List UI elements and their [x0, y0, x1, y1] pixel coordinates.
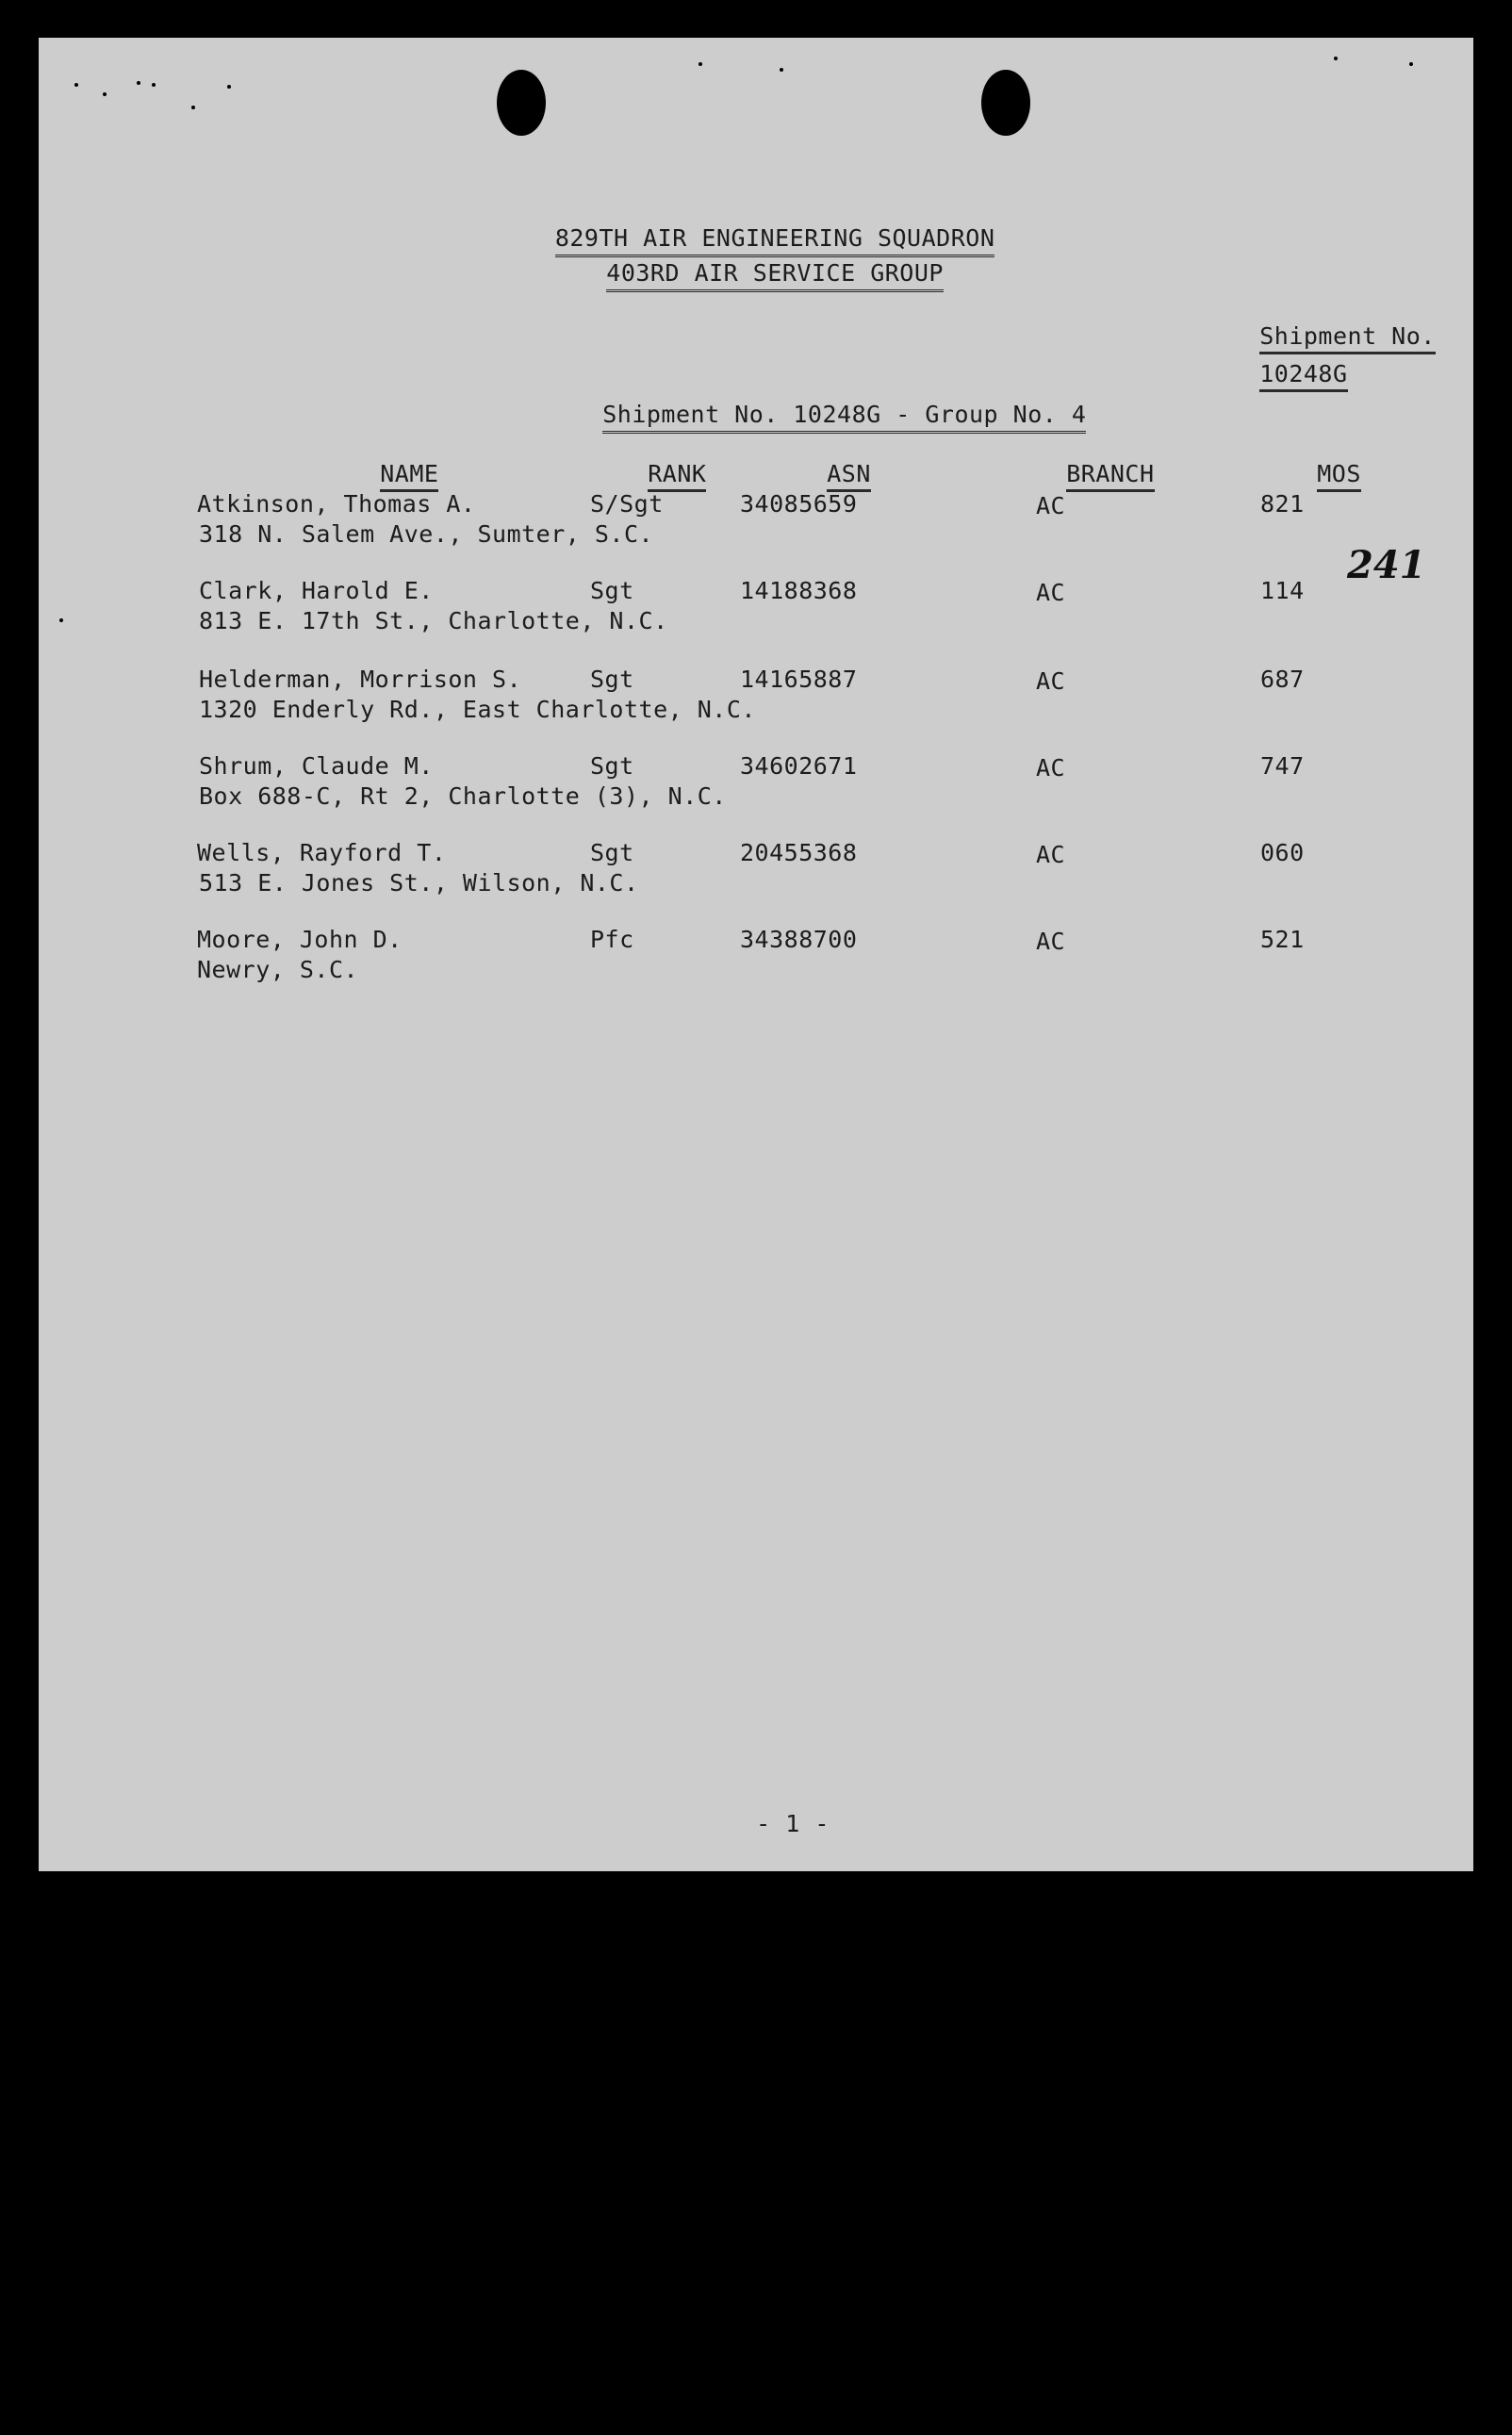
row-asn: 34085659 [740, 490, 858, 518]
row-branch: AC [1036, 492, 1066, 519]
row-address: Newry, S.C. [197, 956, 359, 983]
row-rank: Sgt [590, 839, 634, 866]
row-asn: 20455368 [740, 839, 858, 866]
document-page [39, 38, 1473, 1871]
row-mos: 747 [1260, 752, 1305, 780]
speck [137, 81, 140, 85]
row-asn: 14165887 [740, 666, 858, 693]
row-rank: Pfc [590, 926, 634, 953]
punch-hole-right [981, 70, 1030, 136]
column-header-branch: BRANCH [1008, 432, 1155, 517]
punch-hole-left [497, 70, 546, 136]
column-header-name: NAME [321, 432, 438, 517]
row-mos: 114 [1260, 577, 1305, 604]
row-asn: 34388700 [740, 926, 858, 953]
row-branch: AC [1036, 928, 1066, 955]
squadron-title: 829TH AIR ENGINEERING SQUADRON [444, 196, 1047, 281]
row-address: 1320 Enderly Rd., East Charlotte, N.C. [199, 696, 756, 723]
row-address: 813 E. 17th St., Charlotte, N.C. [199, 607, 668, 634]
speck [103, 92, 107, 96]
speck [1334, 57, 1338, 60]
row-mos: 060 [1260, 839, 1305, 866]
row-asn: 14188368 [740, 577, 858, 604]
page-number: - 1 - [756, 1810, 830, 1837]
speck [1409, 62, 1413, 66]
column-header-rank: RANK [589, 432, 706, 517]
column-header-asn: ASN [768, 432, 871, 517]
row-name: Moore, John D. [197, 926, 403, 953]
row-address: Box 688-C, Rt 2, Charlotte (3), N.C. [199, 782, 727, 810]
row-address: 513 E. Jones St., Wilson, N.C. [199, 869, 639, 897]
row-branch: AC [1036, 841, 1066, 868]
row-rank: Sgt [590, 752, 634, 780]
row-branch: AC [1036, 579, 1066, 606]
speck [227, 85, 231, 89]
row-asn: 34602671 [740, 752, 858, 780]
group-title: 403RD AIR SERVICE GROUP [444, 231, 1047, 316]
speck [698, 62, 702, 66]
stamp-number: 241 [1347, 543, 1426, 587]
speck [191, 106, 195, 109]
row-branch: AC [1036, 667, 1066, 695]
shipment-label: Shipment No. [1201, 294, 1436, 379]
speck [74, 83, 78, 87]
shipment-number: 10248G [1201, 332, 1348, 417]
row-name: Wells, Rayford T. [197, 839, 447, 866]
row-name: Clark, Harold E. [199, 577, 434, 604]
row-mos: 521 [1260, 926, 1305, 953]
speck [152, 83, 156, 87]
row-address: 318 N. Salem Ave., Sumter, S.C. [199, 520, 654, 548]
speck [780, 68, 783, 72]
row-rank: Sgt [590, 666, 634, 693]
row-mos: 821 [1260, 490, 1305, 518]
speck [59, 618, 63, 622]
row-name: Helderman, Morrison S. [199, 666, 522, 693]
row-rank: Sgt [590, 577, 634, 604]
shipment-group-subtitle: Shipment No. 10248G - Group No. 4 [544, 372, 1086, 457]
row-mos: 687 [1260, 666, 1305, 693]
column-header-mos: MOS [1258, 432, 1361, 517]
row-name: Atkinson, Thomas A. [197, 490, 476, 518]
row-branch: AC [1036, 754, 1066, 782]
row-rank: S/Sgt [590, 490, 664, 518]
row-name: Shrum, Claude M. [199, 752, 434, 780]
